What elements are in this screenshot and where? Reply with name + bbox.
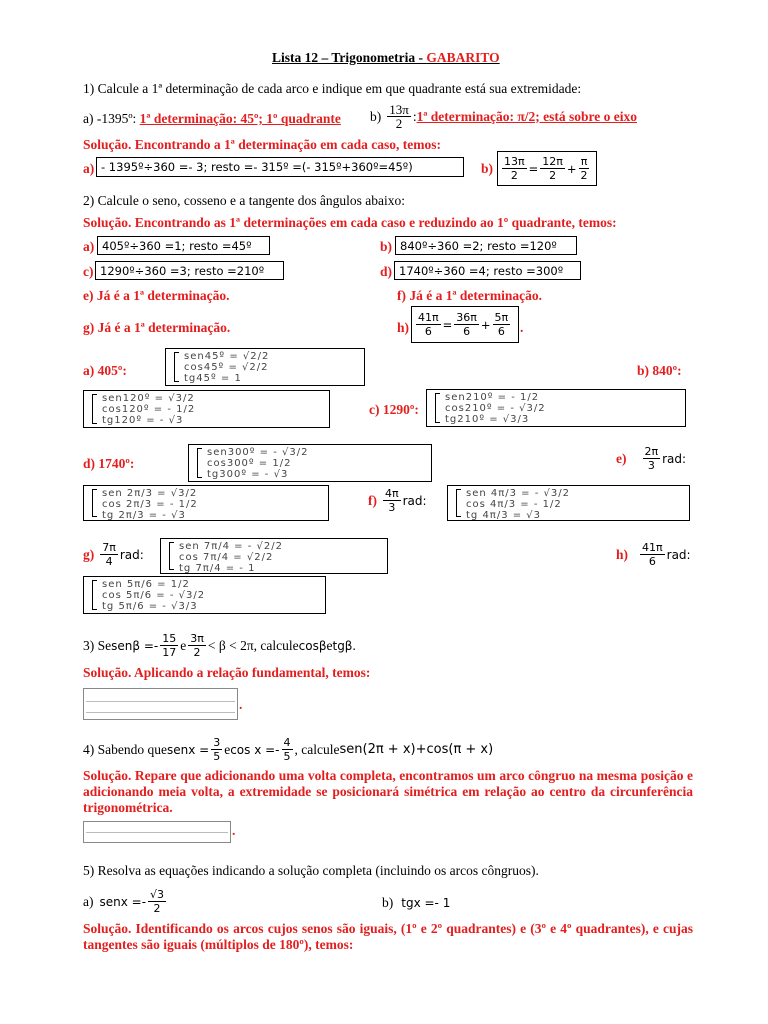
frac-num: 4 <box>283 736 291 749</box>
frac-num: √3 <box>150 888 165 901</box>
q3-dot: . <box>239 697 243 712</box>
q2-g-text: g) Já é a 1ª determinação. <box>83 320 231 335</box>
q4-frac1 <box>211 736 222 763</box>
frac-den: 5 <box>283 750 291 763</box>
q2-a-label: a) <box>83 239 95 254</box>
ans-h-box <box>83 576 326 614</box>
ans-d-label: d) 1740º: <box>83 456 135 471</box>
q3-frac1 <box>160 632 178 659</box>
q4-senx: senx = <box>166 742 210 757</box>
ans-e-unit: rad: <box>662 451 687 466</box>
q3-solution: Solução. Aplicando a relação fundamental, temos: <box>83 665 371 680</box>
q5-a <box>83 888 168 915</box>
page-title <box>272 50 500 66</box>
ans-h-frac <box>640 541 665 568</box>
frac-num: 5π <box>494 311 509 324</box>
frac-num: 4π <box>385 487 399 500</box>
q2-h-frac3 <box>493 311 511 338</box>
q3-sol-line <box>86 691 235 702</box>
question-3 <box>83 632 356 659</box>
frac-den: 2 <box>510 169 518 182</box>
q1-sol-b-frac2 <box>540 155 565 182</box>
frac-num: π <box>580 155 588 168</box>
title-text: Lista 12 – Trigonometria - <box>272 50 427 65</box>
frac-den: 3 <box>647 459 655 472</box>
trig-line: cos 4π/3 = - 1/2 <box>466 499 562 510</box>
q4-e: e <box>224 741 231 757</box>
q4-sol-line <box>86 824 228 833</box>
trig-line: sen45º = √2/2 <box>184 351 270 362</box>
trig-line: tg 5π/6 = - √3/3 <box>102 601 198 612</box>
q1b-den: 2 <box>395 116 403 131</box>
q4-expression: sen(2π + x)+cos(π + x) <box>339 742 494 757</box>
ans-g-label: g) <box>83 546 95 562</box>
question-1-prompt: 1) Calcule a 1ª determinação de cada arco e indique em que quadrante está sua extremidade: <box>83 81 582 96</box>
ans-g-header <box>83 541 144 568</box>
q1-sol-a-box: - 1395º÷360 =- 3; resto =- 315º =(- 315º+360º=45º) <box>96 157 464 177</box>
q3-e: e <box>180 637 187 653</box>
frac-den: 2 <box>580 169 588 182</box>
ans-f-label: f) <box>368 492 377 508</box>
q4-frac2 <box>282 736 293 763</box>
q1a-label: a) -1395º: <box>83 111 140 126</box>
q5-a-eq: senx =- <box>99 894 147 909</box>
ans-g-box <box>160 538 388 574</box>
ans-d-box <box>188 444 432 482</box>
q5-b-eq: tgx =- 1 <box>401 896 451 910</box>
q1-sol-b-frac3 <box>579 155 590 182</box>
ans-b-box <box>83 390 330 428</box>
frac-den: 6 <box>424 325 432 338</box>
ans-b-label: b) 840º: <box>637 363 682 378</box>
ans-f-box <box>447 485 690 521</box>
trig-line: cos 5π/6 = - √3/2 <box>102 590 206 601</box>
trig-line: sen 7π/4 = - √2/2 <box>179 541 283 552</box>
q1b-label: b) <box>370 108 382 124</box>
q3-frac2 <box>188 632 206 659</box>
q2-h-frac2 <box>454 311 479 338</box>
frac-num: 12π <box>542 155 563 168</box>
q1-solution: Solução. Encontrando a 1ª determinação em cada caso, temos: <box>83 137 442 152</box>
trig-line: sen210º = - 1/2 <box>445 392 540 403</box>
q3-cosb: cosβ <box>298 638 327 653</box>
q3-end: . <box>352 637 356 653</box>
ans-f-header <box>368 487 427 514</box>
q4-solution: Solução. Repare que adicionando uma volta completa, encontramos um arco côngruo na mesma posição e adicionando meia volta, a extremidade se posicionará simétrica em relação ao centro da circunferência trigonométrica. <box>83 768 693 815</box>
ans-h-label: h) <box>616 546 629 562</box>
q2-d-label: d) <box>380 264 393 279</box>
question-4 <box>83 736 493 763</box>
q1-sol-a-label: a) <box>83 161 95 176</box>
frac-num: 15 <box>162 632 177 645</box>
ans-e-frac <box>643 445 661 472</box>
trig-line: cos 7π/4 = √2/2 <box>179 552 274 563</box>
q4-intro: 4) Sabendo que <box>83 741 167 757</box>
frac-den: 2 <box>153 902 161 915</box>
trig-line: sen 5π/6 = 1/2 <box>102 579 190 590</box>
frac-num: 41π <box>642 541 663 554</box>
ans-a-box <box>165 348 365 386</box>
ans-f-unit: rad: <box>402 493 427 508</box>
trig-line: tg 7π/4 = - 1 <box>179 563 256 574</box>
trig-line: tg45º = 1 <box>184 373 242 384</box>
q2-h-box: $\frac{41\pi}{6}$ = $\frac{36\pi}{6}$ + $\frac{5\pi}{6}$ <box>411 306 519 343</box>
frac-den: 3 <box>388 501 396 514</box>
frac-num: 13π <box>504 155 525 168</box>
frac-num: 41π <box>418 311 439 324</box>
q3-intro: 3) Se <box>83 637 112 653</box>
q3-solution-image <box>83 688 238 720</box>
q2-a-box: 405º÷360 =1; resto =45º <box>97 236 270 255</box>
q4-dot: . <box>232 823 236 838</box>
q2-c-label: c) <box>83 264 94 279</box>
q1b-colon: : <box>412 108 417 124</box>
q2-b-box: 840º÷360 =2; resto =120º <box>395 236 577 255</box>
trig-line: sen 4π/3 = - √3/2 <box>466 488 570 499</box>
q5-a-frac <box>148 888 166 915</box>
q3-rest: < β < 2π, calcule <box>207 637 299 653</box>
frac-den: 4 <box>105 555 113 568</box>
q2-solution: Solução. Encontrando as 1ª determinações em cada caso e reduzindo ao 1º quadrante, temos: <box>83 215 617 230</box>
q2-f-text: f) Já é a 1ª determinação. <box>397 288 543 303</box>
ans-h-header <box>616 541 691 568</box>
frac-num: 3π <box>190 632 204 645</box>
question-1a <box>83 111 341 127</box>
q2-b-label: b) <box>380 239 393 254</box>
question-1b <box>370 103 637 130</box>
q2-e-text: e) Já é a 1ª determinação. <box>83 288 230 303</box>
q1b-fraction <box>387 103 411 130</box>
ans-g-frac <box>100 541 118 568</box>
gabarito-label: GABARITO <box>426 50 500 65</box>
frac-den: 2 <box>193 646 201 659</box>
q2-c-box: 1290º÷360 =3; resto =210º <box>95 261 284 280</box>
q1b-answer: 1ª determinação: π/2; está sobre o eixo <box>416 108 637 124</box>
q2-d-box: 1740º÷360 =4; resto =300º <box>394 261 581 280</box>
q2-h-frac1 <box>416 311 441 338</box>
ans-a-label: a) 405º: <box>83 363 127 378</box>
q3-e2: e <box>326 637 333 653</box>
trig-line: tg 4π/3 = √3 <box>466 510 542 521</box>
q3-sol-line <box>86 702 235 713</box>
frac-num: 36π <box>456 311 477 324</box>
q2-h-dot: . <box>520 320 524 335</box>
trig-line: tg120º = - √3 <box>102 415 184 426</box>
trig-line: sen300º = - √3/2 <box>207 447 309 458</box>
trig-line: cos210º = - √3/2 <box>445 403 546 414</box>
q1-sol-b-frac1 <box>502 155 527 182</box>
ans-e-box <box>83 485 329 521</box>
ans-h-unit: rad: <box>666 547 691 562</box>
trig-line: tg210º = √3/3 <box>445 414 530 425</box>
trig-line: cos 2π/3 = - 1/2 <box>102 499 198 510</box>
trig-line: tg 2π/3 = - √3 <box>102 510 186 521</box>
ans-g-unit: rad: <box>119 547 144 562</box>
q5-solution: Solução. Identificando os arcos cujos senos são iguais, (1º e 2º quadrantes) e (3º e 4º quadrantes), e cujas tangentes são iguais (múltiplos de 180º), temos: <box>83 921 693 952</box>
q3-tgb: tgβ <box>332 638 353 653</box>
frac-den: 6 <box>463 325 471 338</box>
q1-sol-b-box: $\frac{13\pi}{2}$ = $\frac{12\pi}{2}$ + $\frac{\pi}{2}$ <box>497 151 597 186</box>
ans-c-box <box>426 389 686 427</box>
frac-den: 2 <box>549 169 557 182</box>
frac-den: 5 <box>213 750 221 763</box>
trig-line: cos45º = √2/2 <box>184 362 269 373</box>
trig-line: tg300º = - √3 <box>207 469 289 480</box>
ans-f-frac <box>383 487 401 514</box>
trig-line: cos300º = 1/2 <box>207 458 292 469</box>
q1a-answer: 1ª determinação: 45º; 1º quadrante <box>139 111 341 126</box>
q5-b-label: b) <box>382 895 394 910</box>
frac-num: 3 <box>213 736 221 749</box>
ans-e-header <box>616 445 686 472</box>
ans-e-label: e) <box>616 450 627 466</box>
question-5-prompt: 5) Resolva as equações indicando a solução completa (incluindo os arcos côngruos). <box>83 863 539 878</box>
ans-c-label: c) 1290º: <box>369 402 419 417</box>
q4-cosx: cos x =- <box>230 742 280 757</box>
trig-line: sen120º = √3/2 <box>102 393 195 404</box>
frac-den: 6 <box>497 325 505 338</box>
q4-solution-image <box>83 821 231 843</box>
q4-calc: , calcule <box>294 741 340 757</box>
q5-b <box>382 895 450 911</box>
question-2-prompt: 2) Calcule o seno, cosseno e a tangente dos ângulos abaixo: <box>83 193 406 208</box>
q3-senb: senβ =- <box>111 638 159 653</box>
trig-line: cos120º = - 1/2 <box>102 404 196 415</box>
frac-den: 17 <box>162 646 177 659</box>
frac-den: 6 <box>648 555 656 568</box>
q2-h-label: h) <box>397 320 410 335</box>
frac-num: 2π <box>644 445 659 458</box>
frac-num: 7π <box>102 541 116 554</box>
q1b-num: 13π <box>389 102 409 117</box>
q1-sol-b-label: b) <box>481 161 494 176</box>
trig-line: sen 2π/3 = √3/2 <box>102 488 198 499</box>
q5-a-label: a) <box>83 893 94 909</box>
